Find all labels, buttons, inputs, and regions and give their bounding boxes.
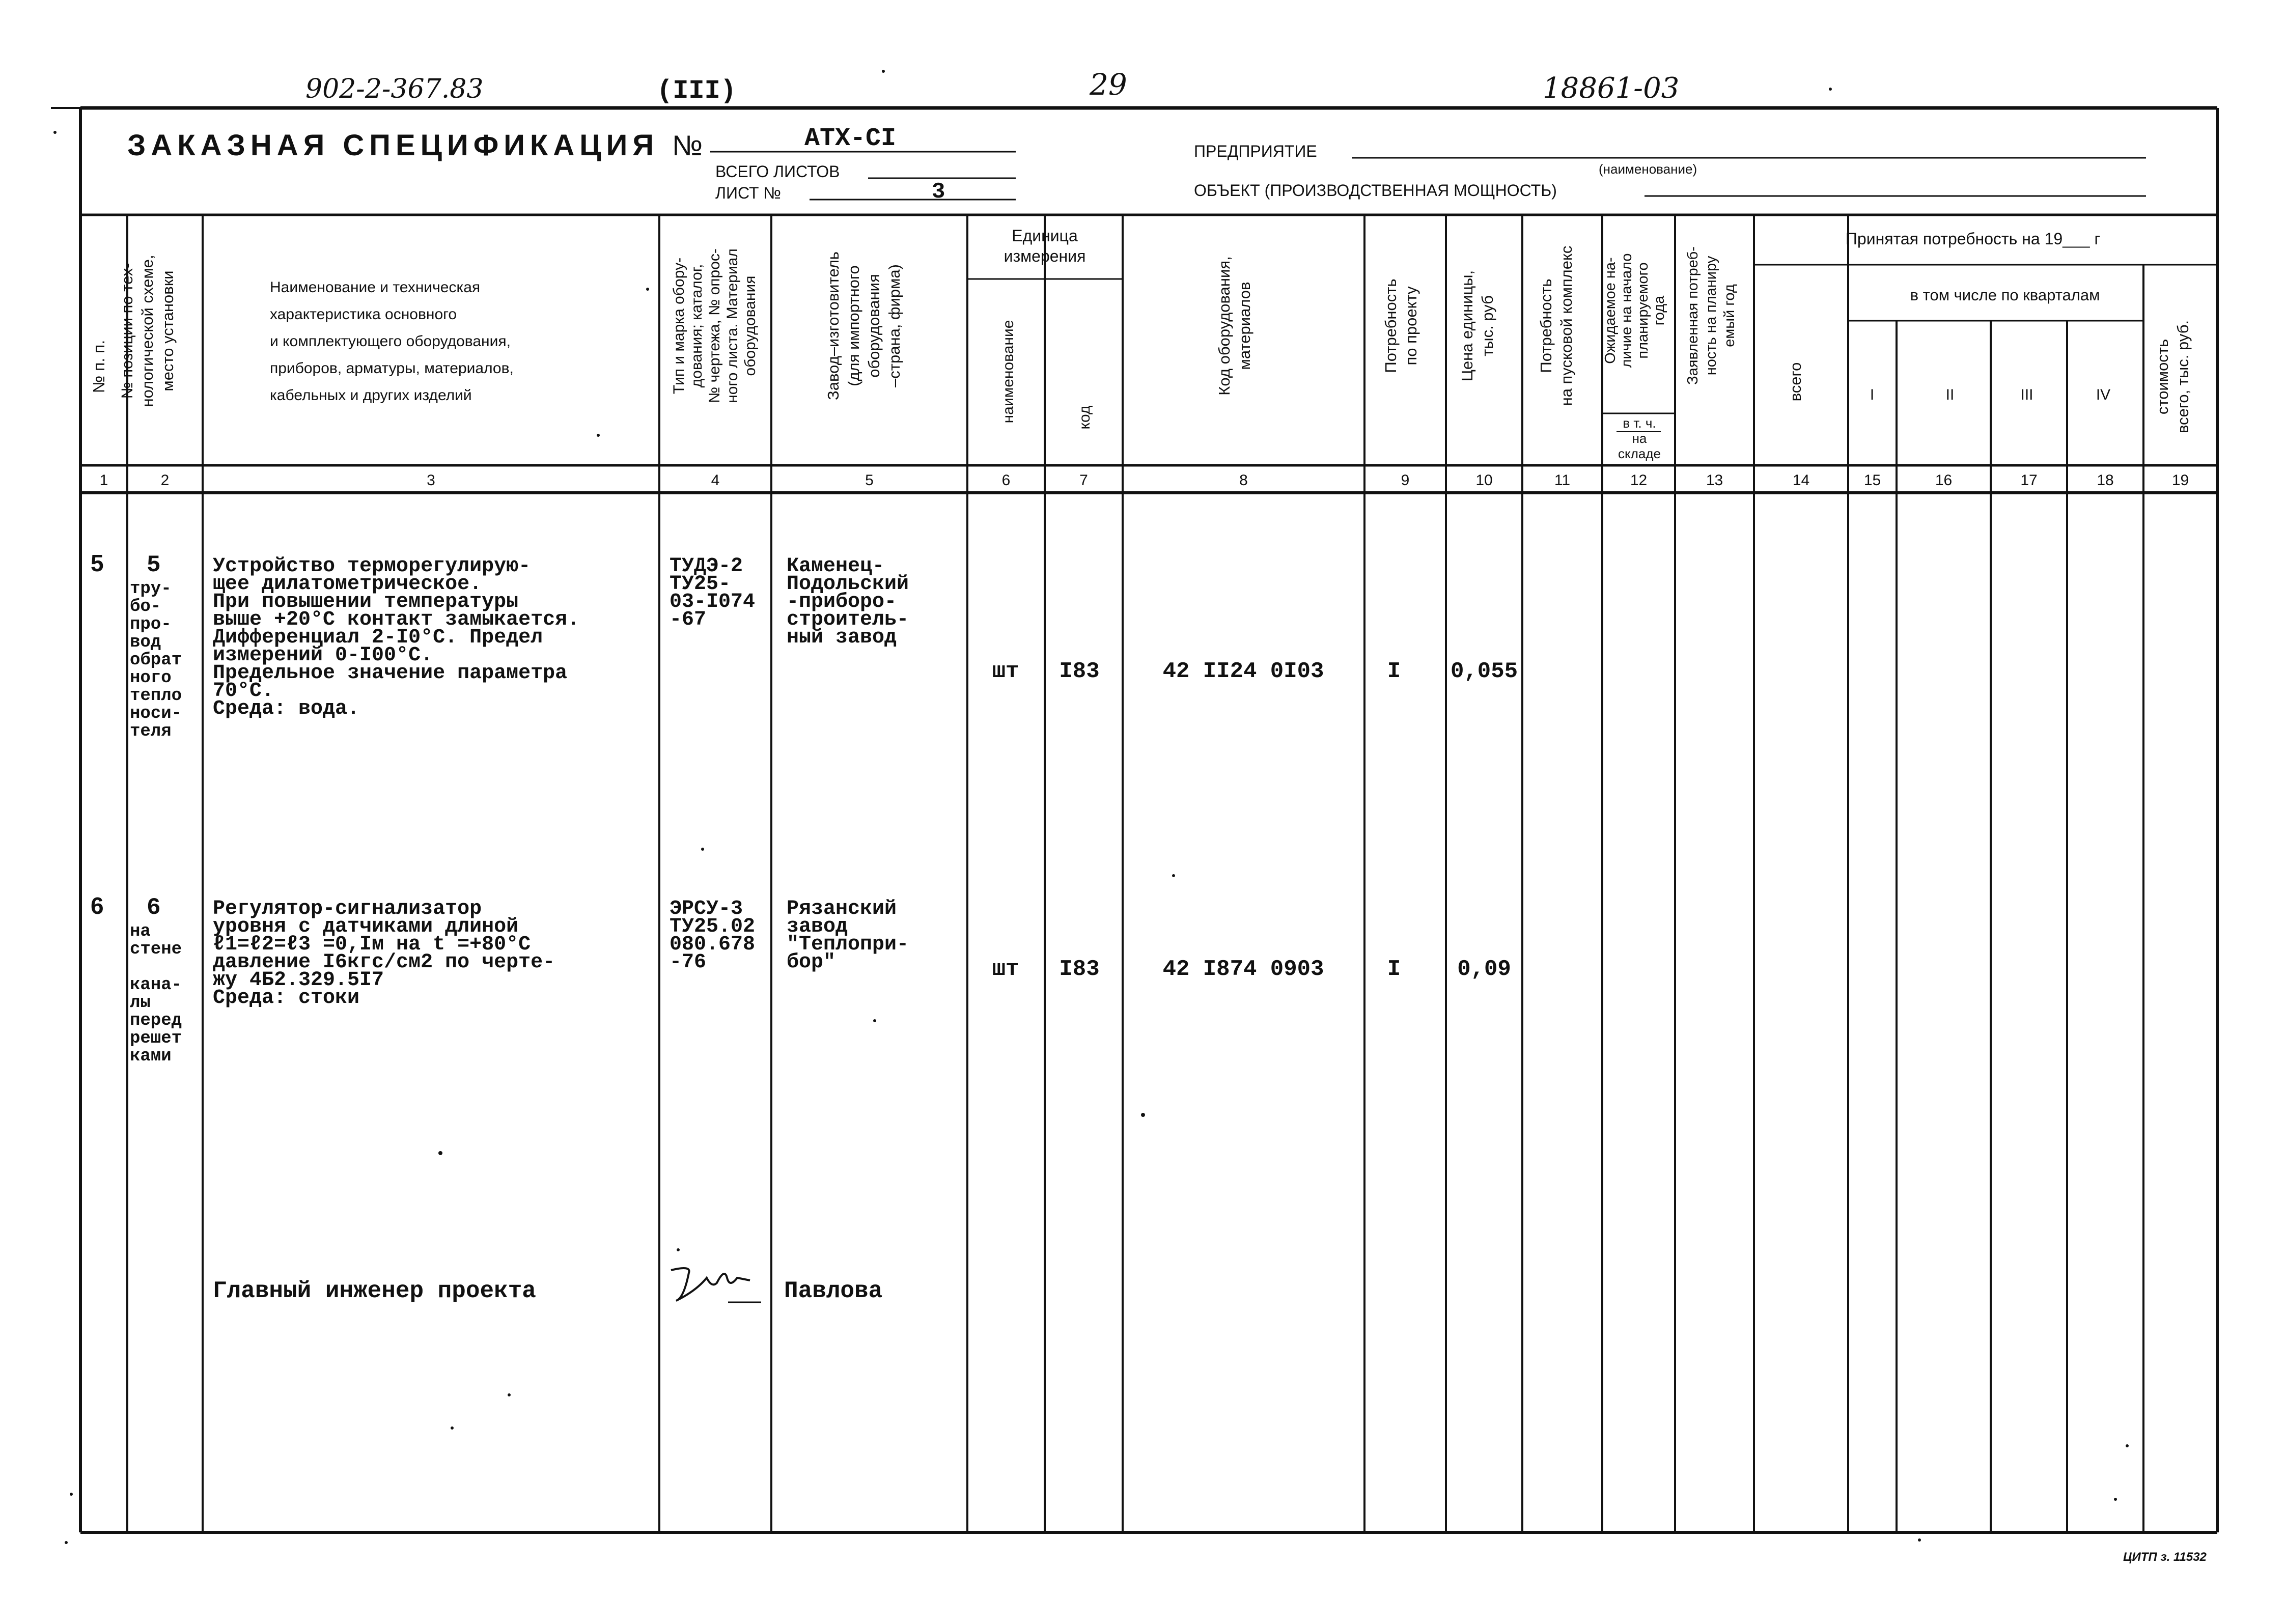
position-line: 6: [147, 894, 161, 921]
header-col-19: [2154, 320, 2192, 433]
svg-text:емый год: емый год: [1721, 284, 1738, 347]
sheet-label: ЛИСТ №: [715, 184, 781, 202]
header-col-1: № п. п.: [90, 340, 108, 394]
type-line: ТУ25.02: [670, 915, 756, 938]
position-line: ного: [130, 668, 172, 688]
position-line: решет: [130, 1029, 182, 1048]
header-col-8: [1215, 256, 1253, 395]
svg-text:Цена единицы,: Цена единицы,: [1458, 270, 1476, 382]
item-name-line: давление I6кгс/см2 по черте-: [213, 951, 555, 974]
spec-number: АТХ-СI: [804, 124, 897, 153]
position-line: перед: [130, 1011, 182, 1030]
svg-text:оборудования: оборудования: [865, 274, 883, 378]
maker-line: строитель-: [787, 608, 909, 631]
column-number: 14: [1792, 472, 1810, 489]
quarter-3: III: [2020, 386, 2033, 403]
quarter-2: II: [1945, 386, 1955, 403]
position-line: на: [130, 922, 151, 941]
header-col-10: [1458, 270, 1496, 381]
equipment-code: 42 II24 0I03: [1162, 659, 1324, 684]
svg-text:Заявленная потреб-: Заявленная потреб-: [1685, 246, 1701, 385]
signature-mark: [671, 1268, 750, 1301]
row-number: 6: [91, 892, 104, 919]
table-row: [91, 892, 1511, 1066]
type-line: -67: [670, 608, 707, 631]
svg-text:Потребность: Потребность: [1537, 278, 1555, 373]
position-line: лы: [130, 993, 151, 1013]
unit-price: 0,055: [1450, 659, 1518, 684]
svg-text:Наименование и техническая: Наименование и техническая: [270, 279, 481, 296]
header-col-4: [671, 248, 759, 403]
svg-text:складе: складе: [1618, 446, 1661, 461]
column-number: 7: [1079, 472, 1088, 489]
item-name-line: При повышении температуры: [213, 591, 519, 613]
header-col-13: [1685, 246, 1738, 385]
header-col-3: [270, 279, 514, 404]
header-col-2: [118, 255, 177, 407]
maker-line: -приборо-: [787, 591, 897, 613]
maker-line: "Теплопри-: [787, 933, 909, 956]
column-number: 12: [1630, 472, 1648, 489]
header-col-14: всего: [1787, 362, 1804, 402]
svg-text:всего, тыс. руб.: всего, тыс. руб.: [2174, 320, 2192, 434]
header-col-7: код: [1076, 405, 1093, 430]
type-line: -76: [670, 951, 707, 974]
maker-line: Каменец-: [787, 555, 885, 578]
item-name-line: 70°С.: [213, 680, 274, 703]
type-line: 080.678: [670, 933, 756, 956]
column-number: 11: [1554, 472, 1571, 489]
unit-name: шт: [992, 659, 1019, 684]
page-number: 29: [1090, 67, 1127, 102]
item-name-line: Дифференциал 2-I0°С. Предел: [213, 626, 543, 649]
table-row: [91, 550, 1518, 741]
column-number: 5: [865, 472, 874, 489]
position-line: обрат: [130, 651, 182, 670]
maker-line: ный завод: [787, 626, 897, 649]
svg-text:тыс. руб: тыс. руб: [1479, 295, 1496, 356]
footer-stamp: ЦИТП з. 11532: [2123, 1550, 2207, 1564]
svg-text:место установки: место установки: [159, 270, 177, 391]
svg-text:Завод–изготовитель: Завод–изготовитель: [824, 251, 842, 400]
maker-line: Подольский: [787, 573, 909, 596]
svg-text:кабельных и других изделий: кабельных и других изделий: [270, 387, 472, 404]
svg-text:приборов, арматуры, материалов: приборов, арматуры, материалов,: [270, 360, 514, 377]
header-col-12: [1602, 254, 1667, 368]
item-name-line: уровня с датчиками длиной: [213, 915, 519, 938]
svg-text:планируемого: планируемого: [1635, 262, 1651, 359]
item-name-line: щее дилатометрическое.: [213, 573, 482, 596]
type-line: ЭРСУ-3: [670, 898, 743, 920]
position-line: ками: [130, 1047, 172, 1066]
column-number: 9: [1401, 472, 1410, 489]
svg-text:Тип и марка обору-: Тип и марка обору-: [671, 257, 687, 395]
svg-text:ность на планиру: ность на планиру: [1703, 256, 1719, 376]
svg-text:оборудования: оборудования: [742, 275, 759, 376]
item-name-line: ℓ1=ℓ2=ℓ3 =0,Iм на t =+80°С: [213, 933, 531, 956]
position-line: теля: [130, 722, 172, 741]
doc-code: 902-2-367.83: [305, 74, 484, 104]
svg-text:измерения: измерения: [1004, 247, 1086, 265]
name-caption: (наименование): [1599, 161, 1697, 177]
svg-text:на пусковой комплекс: на пусковой комплекс: [1557, 245, 1575, 406]
item-name-line: измерений 0-I00°С.: [213, 644, 433, 667]
svg-text:–страна, фирма): –страна, фирма): [885, 264, 903, 387]
header-col-6: наименование: [1000, 320, 1017, 424]
position-line: тру-: [130, 579, 172, 599]
position-line: бо-: [130, 597, 161, 617]
sheets-total-label: ВСЕГО ЛИСТОВ: [715, 162, 840, 181]
item-name-line: Среда: вода.: [213, 697, 360, 720]
position-line: стене: [130, 940, 182, 959]
column-number: 16: [1935, 472, 1953, 489]
equipment-code: 42 I874 0903: [1162, 957, 1324, 982]
svg-text:Единица: Единица: [1012, 227, 1078, 245]
position-line: носи-: [130, 704, 182, 723]
signature-name: Павлова: [784, 1278, 883, 1304]
svg-text:Код оборудования,: Код оборудования,: [1215, 256, 1233, 396]
column-number: 3: [427, 472, 435, 489]
row-number: 5: [91, 550, 104, 576]
svg-text:Потребность: Потребность: [1382, 278, 1400, 373]
maker-line: Рязанский: [787, 898, 897, 920]
position-line: вод: [130, 633, 161, 652]
column-number: 19: [2171, 472, 2189, 489]
header-demand-group: Принятая потребность на 19___ г: [1845, 230, 2101, 248]
header-col-11: [1537, 246, 1575, 406]
maker-line: завод: [787, 915, 848, 938]
svg-text:ного листа. Материал: ного листа. Материал: [724, 248, 741, 403]
quarter-1: I: [1870, 386, 1875, 403]
svg-text:по проекту: по проекту: [1402, 286, 1420, 366]
svg-text:стоимость: стоимость: [2154, 339, 2171, 415]
item-name-line: жу 4Б2.329.5I7: [213, 969, 384, 992]
svg-text:материалов: материалов: [1236, 282, 1253, 370]
column-number: 2: [160, 472, 170, 489]
header-col-5: [824, 251, 903, 400]
svg-text:№ позиции по тех-: № позиции по тех-: [118, 263, 136, 399]
maker-line: бор": [787, 951, 836, 974]
signature-role: Главный инженер проекта: [213, 1278, 536, 1304]
svg-text:(для импортного: (для импортного: [845, 265, 862, 386]
object-label: ОБЪЕКТ (ПРОИЗВОДСТВЕННАЯ МОЩНОСТЬ): [1194, 181, 1557, 200]
svg-text:нологической схеме,: нологической схеме,: [138, 255, 156, 407]
item-name-line: Предельное значение параметра: [213, 662, 568, 685]
item-name-line: выше +20°С контакт замыкается.: [213, 608, 580, 631]
quarter-4: IV: [2096, 386, 2111, 403]
enterprise-label: ПРЕДПРИЯТИЕ: [1194, 142, 1317, 160]
position-line: 5: [147, 552, 161, 578]
unit-code: I83: [1059, 659, 1100, 684]
column-number: 8: [1239, 472, 1248, 489]
spec-title: ЗАКАЗНАЯ СПЕЦИФИКАЦИЯ: [127, 129, 659, 162]
column-number: 1: [99, 472, 108, 489]
svg-text:и комплектующего оборудования,: и комплектующего оборудования,: [270, 333, 511, 350]
quantity: I: [1387, 659, 1401, 684]
column-headers: [90, 227, 2192, 461]
svg-text:Ожидаемое на-: Ожидаемое на-: [1602, 257, 1619, 364]
sheet-number: 3: [932, 179, 945, 205]
position-line: про-: [130, 615, 172, 634]
quantity: I: [1387, 957, 1401, 982]
column-number-row: [100, 472, 2189, 489]
column-number: 4: [711, 472, 720, 489]
column-number: 10: [1475, 472, 1493, 489]
svg-text:года: года: [1651, 295, 1667, 326]
type-line: ТУДЭ-2: [670, 555, 743, 578]
unit-code: I83: [1059, 957, 1100, 982]
header-col-9: [1382, 278, 1420, 373]
position-line: кана-: [130, 975, 182, 995]
header-col-12-sub: [1618, 415, 1661, 461]
svg-text:личие на начало: личие на начало: [1619, 253, 1635, 368]
type-line: 03-I074: [670, 591, 756, 613]
album-number: (III): [657, 76, 737, 106]
column-number: 15: [1863, 472, 1881, 489]
spec-number-label: №: [672, 129, 703, 161]
inventory-number: 18861-03: [1543, 72, 1680, 105]
column-number: 17: [2020, 472, 2038, 489]
item-name-line: Регулятор-сигнализатор: [213, 898, 482, 920]
position-line: тепло: [130, 686, 182, 706]
svg-text:№ чертежа, № опрос-: № чертежа, № опрос-: [706, 248, 723, 403]
type-line: ТУ25-: [670, 573, 731, 596]
svg-text:в т. ч.: в т. ч.: [1623, 415, 1656, 431]
unit-price: 0,09: [1457, 957, 1511, 982]
svg-text:характеристика основного: характеристика основного: [270, 306, 457, 323]
svg-text:дования; каталог,: дования; каталог,: [688, 264, 705, 388]
header-quarters-label: в том числе по кварталам: [1910, 286, 2100, 304]
item-name-line: Среда: стоки: [213, 987, 360, 1010]
table-grid: [127, 215, 2217, 1532]
column-number: 13: [1706, 472, 1723, 489]
column-number: 6: [1001, 472, 1011, 489]
item-name-line: Устройство терморегулирую-: [213, 555, 531, 578]
unit-name: шт: [992, 957, 1019, 982]
column-number: 18: [2097, 472, 2114, 489]
svg-text:на: на: [1632, 431, 1647, 446]
